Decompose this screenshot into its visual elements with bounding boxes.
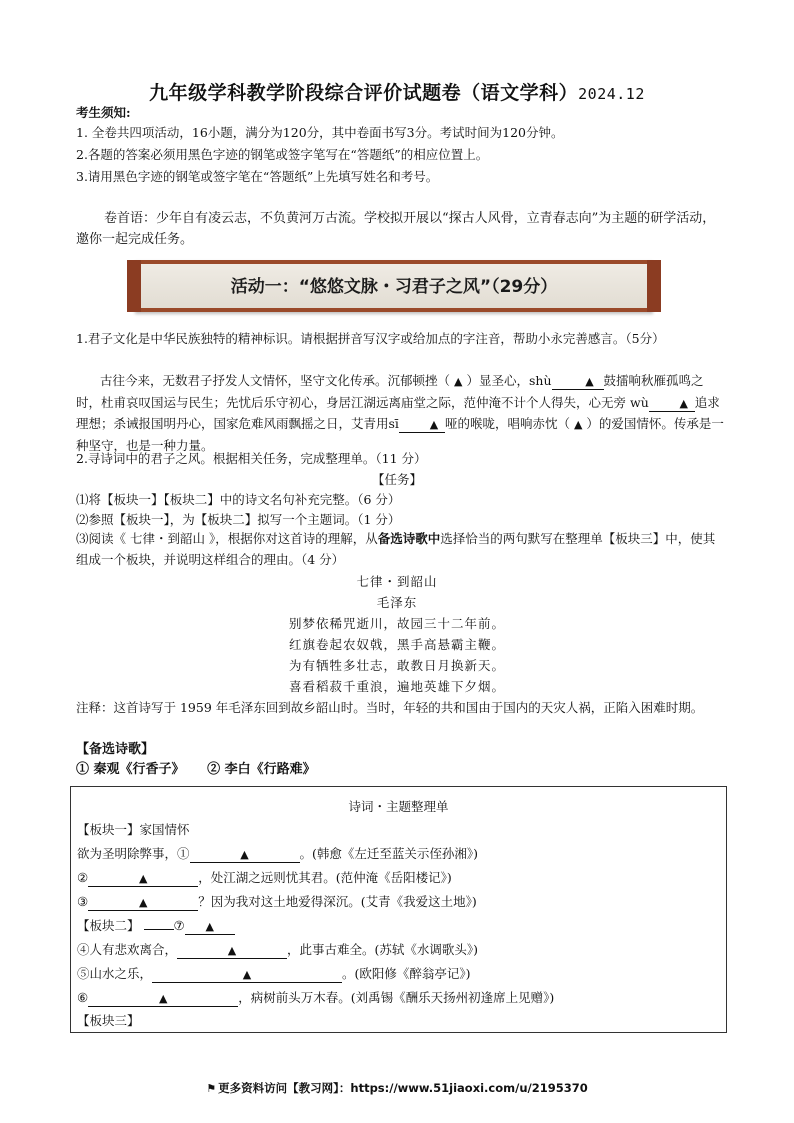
poem-title: 七律・到韶山 [356, 574, 438, 589]
answer-blank-6[interactable]: ▲ [88, 895, 198, 911]
answer-blank-8[interactable]: ▲ [177, 943, 287, 959]
poem-line-4: 喜看稻菽千重浪，遍地英雄下夕烟。 [288, 679, 505, 694]
sheet-line-5: ⑤山水之乐， ▲ 。(欧阳修《醉翁亭记》) [77, 966, 471, 981]
answer-blank-1[interactable]: ▲ [552, 374, 604, 390]
sheet-line-3: ③ ▲ ？因为我对这土地爱得深沉。(艾青《我爱这土地》) [77, 894, 477, 909]
answer-mark-2: ▲ [573, 418, 583, 431]
answer-blank-5[interactable]: ▲ [88, 871, 198, 887]
sheet-line-1: 欲为圣明除弊事，① ▲ 。(韩愈《左迁至蓝关示侄孙湘》) [77, 846, 479, 861]
footer-link[interactable] [0, 1080, 794, 1096]
title-main: 九年级学科教学阶段综合评价试题卷（语文学科） [149, 82, 579, 104]
answer-blank-4[interactable]: ▲ [190, 847, 300, 863]
notice-heading: 考生须知: [76, 105, 131, 120]
dotted-char-2: 忱 [544, 416, 558, 431]
notice-item-1: 1. 全卷共四项活动，16小题，满分为120分，其中卷面书写3分。考试时间为120分钟。 [76, 125, 564, 140]
question-2-stem: 2.寻诗词中的君子之风。根据相关任务，完成整理单。（11 分） [76, 451, 427, 466]
pinyin-1: shù [528, 373, 552, 388]
prelude-text: 卷首语：少年自有凌云志，不负黄河万古流。学校拟开展以“探古人风骨，立青春志向”为主题的研学活动，邀你一起完成任务。 [76, 211, 716, 247]
notice-item-2: 2.各题的答案必须用黑色字迹的钢笔或签字笔写在“答题纸”的相应位置上。 [76, 147, 489, 162]
activity-banner [135, 260, 653, 312]
poem-line-2: 红旗卷起农奴戟，黑手高悬霸主鞭。 [288, 637, 505, 652]
answer-blank-3[interactable]: ▲ [399, 417, 445, 433]
question-1-stem: 1.君子文化是中华民族独特的精神标识。请根据拼音写汉字或给加点的字注音，帮助小永完善感言。（5分） [76, 331, 665, 346]
task-2: ⑵参照【板块一】，为【板块二】拟写一个主题词。（1 分） [76, 512, 401, 527]
poem-author: 毛泽东 [376, 595, 418, 610]
title-year: 2024.12 [578, 85, 645, 103]
candidate-2: ② 李白《行路难》 [207, 762, 316, 777]
poem-note: 注释：这首诗写于 1959 年毛泽东回到故乡韶山时。当时，年轻的共和国由于国内的天灾人祸，正陷入困难时期。 [76, 700, 704, 715]
answer-blank-2[interactable]: ▲ [649, 396, 695, 412]
block-3-label: 【板块三】 [77, 1013, 140, 1028]
pinyin-3: sī [388, 416, 399, 431]
answer-mark: ▲ [454, 375, 463, 388]
task-3: ⑶阅读《 七律・到韶山 》，根据你对这首诗的理解，从备选诗歌中选择恰当的两句默写在整理单【板块三】中，使其组成一个板块，并说明这样组合的理由。（4 分） [76, 531, 716, 567]
flag-icon: ⚑ [206, 1082, 217, 1095]
theme-sheet [70, 786, 727, 1033]
block-2-label: 【板块二】 ⑦ ▲ [77, 917, 235, 935]
sheet-line-4: ④人有悲欢离合， ▲ ，此事古难全。(苏轼《水调歌头》) [77, 942, 479, 957]
answer-blank-7[interactable]: ▲ [185, 919, 235, 935]
candidates-heading: 【备选诗歌】 [76, 742, 155, 757]
page-title [0, 78, 794, 105]
task-heading: 【任务】 [371, 472, 422, 487]
notice-item-3: 3.请用黑色字迹的钢笔或签字笔在“答题纸”上先填写姓名和考号。 [76, 169, 439, 184]
candidates-list [76, 760, 334, 780]
block-2-number: ⑦ [173, 918, 185, 933]
question-1-passage: 古往今来，无数君子抒发人文情怀，坚守文化传承。沉郁顿挫（ ▲ ）显圣心，shù ▲ 鼓擂响秋雁孤鸣之时，杜甫哀叹国运与民生；先忧后乐守初心，身居江湖远离庙堂之际，范仲淹不计个人得失，心无旁 wù ▲ 追求理想；杀诫报国明丹心，国家危难风雨飘摇之日，艾青用sī ▲ 哑的喉咙，唱响赤忱（ ▲ ）的爱国情怀。传承是一种坚守，也是一种力量。 [76, 373, 724, 453]
poem-line-3: 为有牺牲多壮志，敢教日月换新天。 [288, 658, 505, 673]
answer-blank-9[interactable]: ▲ [152, 967, 342, 983]
footer-text: 更多资料访问【教习网】：https://www.51jiaoxi.com/u/2195370 [218, 1081, 588, 1095]
answer-blank-10[interactable]: ▲ [88, 991, 238, 1007]
sheet-line-6: ⑥ ▲ ，病树前头万木春。(刘禹锡《酬乐天扬州初逢席上见赠》) [77, 990, 555, 1005]
poem-line-1: 别梦依稀咒逝川，故园三十二年前。 [288, 616, 505, 631]
task-1: ⑴将【板块一】【板块二】中的诗文名句补充完整。（6 分） [76, 492, 401, 507]
sheet-line-2: ② ▲ ，处江湖之远则忧其君。(范仲淹《岳阳楼记》) [77, 870, 452, 885]
activity-banner-text: 活动一：“悠悠文脉・习君子之风”（29分） [230, 277, 558, 297]
pinyin-2: wù [630, 395, 649, 410]
dotted-char-1: 挫 [425, 373, 438, 388]
sheet-title: 诗词・主题整理单 [348, 799, 449, 814]
candidate-1: ① 秦观《行香子》 [76, 762, 185, 777]
block-1-label: 【板块一】家国情怀 [77, 822, 190, 837]
